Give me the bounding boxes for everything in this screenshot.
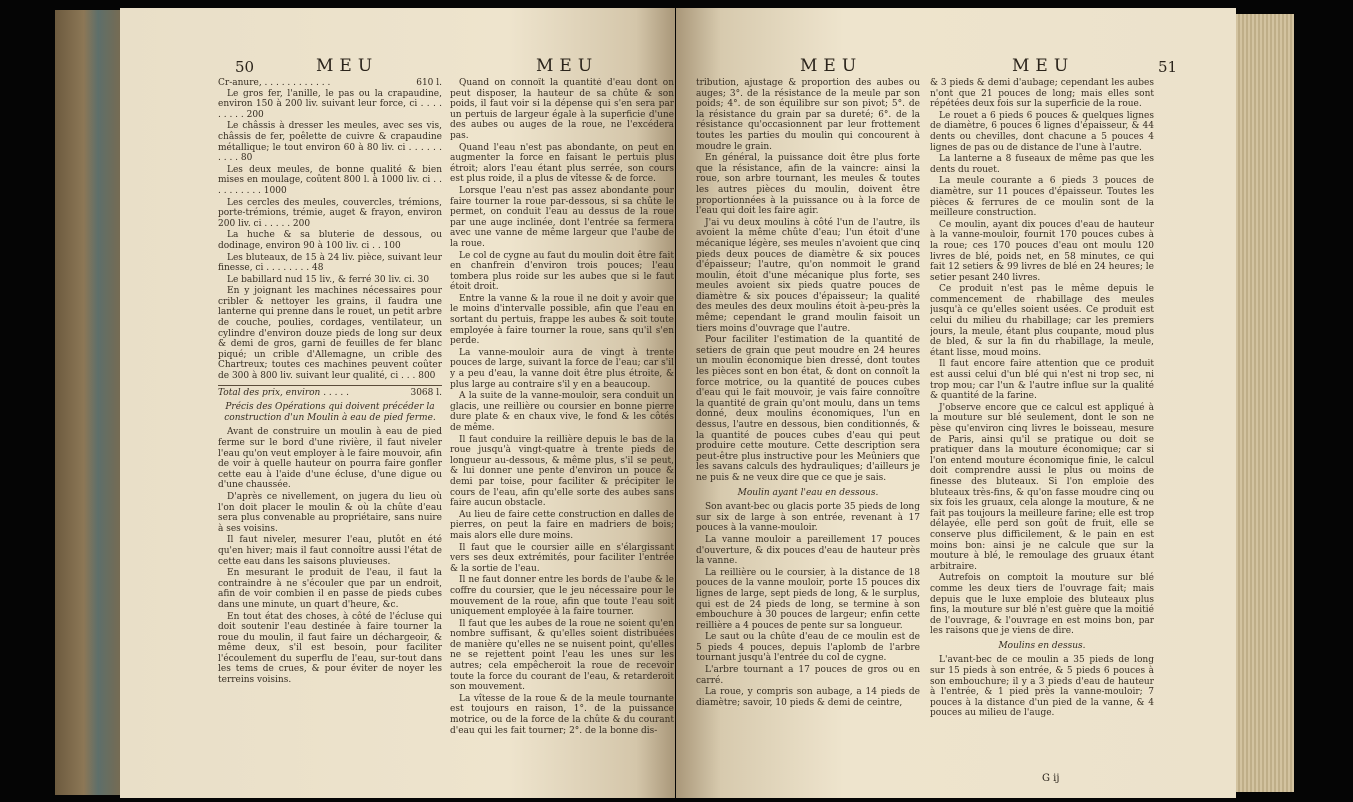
paragraph: Le babillard nud 15 liv., & ferré 30 liv. ci. 30 <box>227 274 430 285</box>
total-row <box>218 385 442 399</box>
left-page-number: 50 <box>235 58 255 76</box>
paragraph: En mesurant le produit de l'eau, il faut la contraindre à ne s'écouler que par un endroit, afin de voir combien il en passe de pieds cubes dans une minute, un quart d'heure, &c. <box>218 568 442 610</box>
row-amount: 610 l. <box>416 78 442 88</box>
paragraph: Le châssis à dresser les meules, avec ses vis, châssis de fer, poêlette de cuivre & crapaudine métallique; le tout environ 60 à 80 liv. ci . . . . . . . . . . 80 <box>218 121 442 164</box>
paragraph: D'après ce nivellement, on jugera du lieu où l'on doit placer le moulin & où la chûte d'eau sera plus convenable au propriétaire, sans nuire à ses voisins. <box>218 491 442 534</box>
paragraph: En tout état des choses, à côté de l'écluse qui doit soutenir l'eau destinée à faire tourner la roue du moulin, il faut faire un déchargeoir, & même deux, s'il est besoin, pour faciliter l'écoulement du superflu de l'eau, sur-tout dans les tems de crues, & pour éviter de noyer les terreins voisins. <box>218 611 442 686</box>
price-row <box>218 78 442 89</box>
paragraph: Au lieu de faire cette construction en dalles de pierres, on peut la faire en madriers de bois; mais alors elle dure moins. <box>450 509 674 541</box>
paragraph: Quand l'eau n'est pas abondante, on peut en augmenter la force en faisant le pertuis plus étroit; alors l'eau étant plus serrée, son cours est plus roide, il a plus de vîtesse & de force. <box>450 142 674 185</box>
paragraph: & 3 pieds & demi d'aubage; cependant les aubes n'ont que 21 pouces de long; mais elles sont répétées deux fois sur la superficie de la roue. <box>930 78 1154 110</box>
right-book-edge <box>1236 14 1294 792</box>
paragraph: A la suite de la vanne-mouloir, sera conduit un glacis, une reillière ou coursier en bonne pierre dure plate & en chaux vive, le fond & les côtés de même. <box>450 391 674 433</box>
paragraph: tribution, ajustage & proportion des aubes ou auges; 3°. de la résistance de la meule par son poids; 4°. de son équilibre sur son pivot; 5°. de la résistance du grain par sa dureté; 6°. de la résistance qu'occasionnent par leur frottement toutes les parties du moulin qui concourent à moudre le grain. <box>696 78 920 152</box>
paragraph: Autrefois on comptoit la mouture sur blé comme les deux tiers de l'ouvrage fait; mais depuis que le luxe emploie des bluteaux plus fins, la mouture sur blé n'est guère que la moitié de l'ouvrage, & l'ouvrage en est moins bon, par les raisons que je viens de dire. <box>930 573 1154 637</box>
paragraph: Le saut ou la chûte d'eau de ce moulin est de 5 pieds 4 pouces, depuis l'aplomb de l'arbre tournant jusqu'à l'entrée du col de cygne. <box>696 632 920 664</box>
paragraph: Les deux meules, de bonne qualité & bien mises en moulage, coûtent 800 l. à 1000 liv. ci . . . . . . . . . . 1000 <box>218 164 442 196</box>
section-heading: Moulin ayant l'eau en dessous. <box>737 487 879 498</box>
paragraph: Avant de construire un moulin à eau de pied ferme sur le bord d'une rivière, il faut niveler l'eau qu'on veut employer à le faire mouvoir, afin de voir à quelle hauteur on pourra faire gonfler cette eau à l'aide d'une écluse, d'une digue ou d'une chaussée. <box>218 427 442 491</box>
row-label: Total des prix, environ . . . . . <box>218 387 349 398</box>
paragraph: Ce moulin, ayant dix pouces d'eau de hauteur à la vanne-mouloir, fournit 170 pouces cubes à la roue; ces 170 pouces d'eau ont moulu 120 livres de blé, poids net, en 58 minutes, ce qui fait 12 setiers & 99 livres de blé en 24 heures; le setier pesant 240 livres. <box>930 219 1154 283</box>
paragraph: Il faut que les aubes de la roue ne soient qu'en nombre suffisant, & qu'elles soient distribuées de manière qu'elles ne se nuisent point, qu'elles ne se rejettent point l'eau les unes sur les autres; cela empêcheroit la roue de recevoir toute la force du courant de l'eau, & retarderoit son mouvement. <box>450 618 674 693</box>
paragraph: En y joignant les machines nécessaires pour cribler & nettoyer les grains, il faudra une lanterne qui prenne dans le rouet, un petit arbre de couche, poulies, cordages, ventilateur, un cylindre d'environ douze pieds de long sur deux & demi de gros, garni de feuilles de fer blanc piqué; un crible d'Allemagne, un crible des Chartreux; toutes ces machines peuvent coûter de 300 à 800 liv. suivant leur qualité, ci . . . 800 <box>218 286 442 382</box>
paragraph: En général, la puissance doit être plus forte que la résistance, afin de la vaincre: ainsi la roue, son arbre tournant, les meules & toutes les autres pièces du moulin, doivent être proportionnées à la puissance ou à la force de l'eau qui doit les faire agir. <box>696 153 920 217</box>
row-label: Cr-anure, . . . . . . . . . . . . <box>218 78 331 88</box>
paragraph: Lorsque l'eau n'est pas assez abondante pour faire tourner la roue par-dessous, si sa chûte le permet, on conduit l'eau au dessus de la roue par une auge inclinée, dont l'entrée sa fermera avec une vanne de même largeur que l'aube de la roue. <box>450 185 674 249</box>
paragraph: La vanne-mouloir aura de vingt à trente pouces de large, suivant la force de l'eau; car s'il y a peu d'eau, la vanne doit être plus étroite, & plus large au contraire s'il y en a beaucoup. <box>450 347 674 390</box>
paragraph: La huche & sa bluterie de dessous, ou dodinage, environ 90 à 100 liv. ci . . 100 <box>218 230 442 251</box>
right-running-title: MEU <box>800 56 863 76</box>
paragraph: Il ne faut donner entre les bords de l'aube & le coffre du coursier, que le jeu nécessaire pour le mouvement de la roue, afin que toute l'eau soit uniquement employée à la faire tourner. <box>450 575 674 618</box>
paragraph: La vîtesse de la roue & de la meule tournante est toujours en raison, 1°. de la puissance motrice, ou de la force de la chûte & du courant d'eau qui les fait tourner; 2°. de la bonne dis- <box>450 693 674 736</box>
paragraph: Quand on connoît la quantité d'eau dont on peut disposer, la hauteur de sa chûte & son poids, il faut voir si la dépense qui s'en sera par un pertuis de largeur égale à la superficie d'une des aubes ou auges de la roue, ne l'excédera pas. <box>450 78 674 141</box>
right-page-number: 51 <box>1158 58 1178 76</box>
paragraph: J'observe encore que ce calcul est appliqué à la mouture sur blé seulement, dont le son ne pèse qu'environ cinq livres le boisseau, mesure de Paris, ainsi qu'il se pratique ou doit se pratiquer dans la mouture économique; car si l'on entend mouture économique finie, le calcul doit comprendre aussi le plus ou moins de finesse des bluteaux. Si l'on emploie des bluteaux très-fins, & qu'on fasse moudre cinq ou six fois les gruaux, cela alonge la mouture, & ne fait pas toujours la meilleure farine; elle est trop délayée, elle perd son goût de fruit, elle se conserve plus difficilement, & le pain en est moins bon: ainsi je ne calcule que sur la mouture à blé, le remoulage des gruaux étant arbitraire. <box>930 402 1154 572</box>
paragraph: Il faut encore faire attention que ce produit est aussi celui d'un blé qui n'est ni trop sec, ni trop mou; car l'un & l'autre influe sur la qualité & quantité de la farine. <box>930 359 1154 402</box>
paragraph: Pour faciliter l'estimation de la quantité de setiers de grain que peut moudre en 24 heures un moulin économique bien dressé, dont toutes les pièces sont en bon état, & dont on connoît la force motrice, ou la quantité de pouces cubes d'eau qui le fait mouvoir, je vais faire connoître la quantité de grain qu'ont moulu, dans un tems donné, deux moulins économiques, l'un en dessus, l'autre en dessous, bien conditionnés, & la quantité de pouces cubes d'eau qui peut produire cette mouture. Cette description sera peut-être plus instructive pour les Meûniers que les savans calculs des hydrauliques; d'ailleurs je ne puis & ne veux dire que ce que je sais. <box>696 335 920 483</box>
paragraph: La lanterne a 8 fuseaux de même pas que les dents du rouet. <box>930 154 1154 175</box>
signature-mark: G ij <box>1042 773 1060 784</box>
right-column-1 <box>696 78 920 788</box>
paragraph: J'ai vu deux moulins à côté l'un de l'autre, ils avoient la même chûte d'eau; l'un étoit d'une mécanique légère, ses meules n'avoient que cinq pieds deux pouces de diamètre & six pouces d'épaisseur; l'autre, qu'on nommoit le grand moulin, étoit d'une mécanique plus forte, ses meules avoient six pieds quatre pouces de diamètre & six pouces d'épaisseur; la qualité des meules des deux moulins étoit à-peu-près la même; cependant le grand moulin faisoit un tiers moins d'ouvrage que l'autre. <box>696 217 920 334</box>
right-column-2 <box>930 78 1154 768</box>
section-heading: Moulins en dessus. <box>998 640 1086 651</box>
paragraph: L'avant-bec de ce moulin a 35 pieds de long sur 15 pieds à son entrée, & 5 pieds 6 pouces à son embouchure; il y a 3 pieds d'eau de hauteur à l'entrée, & 1 pied près la vanne-mouloir; 7 pouces à la distance d'un pied de la vanne, & 4 pouces au milieu de l'auge. <box>930 655 1154 719</box>
left-column-2 <box>450 78 674 788</box>
paragraph: Les cercles des meules, couvercles, trémions, porte-trémions, trémie, auget & frayon, environ 200 liv. ci . . . . . 200 <box>218 197 442 229</box>
paragraph: Ce produit n'est pas le même depuis le commencement de rhabillage des meules jusqu'à ce qu'elles soient usées. Ce produit est celui du milieu du rhabillage; car les premiers jours, la meule, étant plus coupante, moud plus de bled, & sur la fin du rhabillage, la meule, étant lisse, moud moins. <box>930 284 1154 358</box>
row-amount: 3068 l. <box>410 387 442 398</box>
paragraph: Les bluteaux, de 15 à 24 liv. pièce, suivant leur finesse, ci . . . . . . . . 48 <box>218 252 442 274</box>
paragraph: Entre la vanne & la roue il ne doit y avoir que le moins d'intervalle possible, afin que l'eau en sortant du pertuis, frappe les aubes & soit toute employée à faire tourner la roue, sans qu'il s'en perde. <box>450 293 674 347</box>
paragraph: La vanne mouloir a pareillement 17 pouces d'ouverture, & dix pouces d'eau de hauteur près la vanne. <box>696 534 920 567</box>
left-running-title: MEU <box>316 56 379 76</box>
paragraph: L'arbre tournant a 17 pouces de gros ou en carré. <box>696 665 920 686</box>
paragraph: Le rouet a 6 pieds 6 pouces & quelques lignes de diamètre, 6 pouces 6 lignes d'épaisseur, & 44 dents ou chevilles, dont chacune a 5 pouces 4 lignes de pas ou de distance de l'une à l'autre. <box>930 110 1154 153</box>
paragraph: Il faut niveler, mesurer l'eau, plutôt en été qu'en hiver; mais il faut connoître aussi l'état de cette eau dans les saisons pluvieuses. <box>218 535 442 567</box>
paragraph: La meule courante a 6 pieds 3 pouces de diamètre, sur 11 pouces d'épaisseur. Toutes les pièces & ferrures de ce moulin sont de la meilleure construction. <box>930 176 1154 219</box>
paragraph: La reillière ou le coursier, à la distance de 18 pouces de la vanne mouloir, porte 15 pouces dix lignes de large, sept pieds de long, & le surplus, qui est de 24 pieds de long, se termine à son embouchure à 30 pouces de largeur; enfin cette reillière a 4 pouces de pente sur sa longueur. <box>696 567 920 631</box>
section-heading: Précis des Opérations qui doivent précéder la construction d'un Moulin à eau de pied ferme. <box>224 402 436 423</box>
paragraph: Le col de cygne au faut du moulin doit être fait en chanfrein d'environ trois pouces; l'eau tombera plus roide sur les aubes que si le faut étoit droit. <box>450 250 674 293</box>
paragraph: Il faut conduire la reillière depuis le bas de la roue jusqu'à vingt-quatre à trente pieds de longueur au-dessous, & même plus, s'il se peut, & lui donner une pente d'environ un pouce & demi par toise, pour faciliter & précipiter le cours de l'eau, afin qu'elle sorte des aubes sans faire aucun obstacle. <box>450 434 674 509</box>
left-column-1 <box>218 78 442 788</box>
left-book-edge <box>55 10 127 795</box>
paragraph: Le gros fer, l'anille, le pas ou la crapaudine, environ 150 à 200 liv. suivant leur force, ci . . . . . . . . . 200 <box>218 88 442 120</box>
left-running-title-2: MEU <box>536 56 599 76</box>
paragraph: Il faut que le coursier aille en s'élargissant vers ses deux extrémités, pour faciliter l'entrée & la sortie de l'eau. <box>450 542 674 574</box>
paragraph: La roue, y compris son aubage, a 14 pieds de diamètre; savoir, 10 pieds & demi de ceintre, <box>696 687 920 708</box>
right-running-title-2: MEU <box>1012 56 1075 76</box>
paragraph: Son avant-bec ou glacis porte 35 pieds de long sur six de large à son entrée, revenant à 17 pouces à la vanne-mouloir. <box>696 502 920 534</box>
